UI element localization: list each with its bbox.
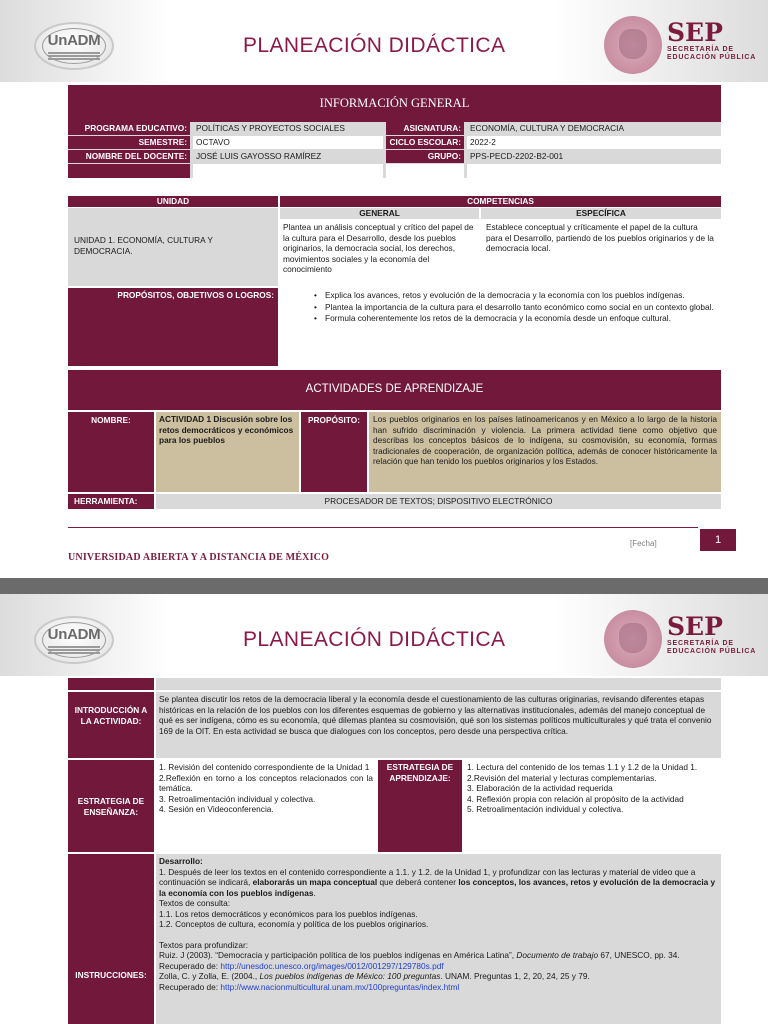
profundizar-title: Textos para profundizar: (159, 939, 249, 950)
aprendizaje-label: ESTRATEGIA DE APRENDIZAJE: (386, 762, 454, 783)
list-item: 1. Lectura del contenido de los temas 1.1 y 1.2 de la Unidad 1. (467, 762, 698, 772)
list-item: • Formula coherentemente los retos de la democracia y la economía desde un enfoque cultural. (280, 313, 721, 324)
herramienta-label-cell (68, 494, 154, 509)
propositos-label: PROPÓSITOS, OBJETIVOS O LOGROS: (117, 290, 274, 300)
consulta-item: 1.1. Los retos democráticos y económicos para los pueblos indígenas. (159, 908, 418, 919)
document-title: PLANEACIÓN DIDÁCTICA (243, 628, 506, 651)
general-header: GENERAL (280, 208, 479, 219)
aprendizaje-label-cell (378, 760, 462, 852)
desarrollo-title: Desarrollo: (159, 856, 203, 866)
list-item: 2.Reflexión en torno a los conceptos relacionados con la temática. (159, 772, 373, 793)
herramienta-value: PROCESADOR DE TEXTOS; DISPOSITIVO ELECTRÓNICO (156, 494, 721, 509)
reference-zolla-link-line: Recuperado de: http://www.nacionmulticultural.unam.mx/100preguntas/index.html (159, 981, 460, 992)
grupo-label: GRUPO: (386, 150, 464, 163)
document-title: PLANEACIÓN DIDÁCTICA (243, 34, 506, 57)
unidad-cell (68, 208, 278, 286)
sep-logo (667, 20, 756, 62)
unadm-logo-text: UnADM (47, 32, 101, 49)
desarrollo-paragraph: 1. Después de leer los textos en el contenido correspondiente a 1.1. y 1.2. de la Unidad 1, y profundizar con las lecturas y material de video que a continuación se indicará, elaborarás un mapa conceptual que deberá contener los conceptos, los avances, retos y evolución de la democracia y la economía con los pueblos indígenas. (159, 866, 716, 898)
list-item: 2.Revisión del material y lecturas complementarias. (467, 772, 657, 783)
eagle-icon (619, 623, 647, 653)
especifica-header: ESPECÍFICA (481, 208, 721, 219)
propositos-label-cell (68, 288, 278, 366)
reference-ruiz: Ruiz. J (2003). “Democracia y participación política de los pueblos indígenas en América Latina”, Documento de trabajo 67, UNESCO, pp. 34. Recuperado de: http://unesdoc.unesco.org/images/0012/001297/129780s.pdf (159, 950, 680, 971)
general-info-heading: INFORMACIÓN GENERAL (68, 85, 721, 122)
asignatura-label: ASIGNATURA: (386, 122, 464, 135)
ciclo-label: CICLO ESCOLAR: (386, 136, 464, 149)
document-page-2 (0, 594, 768, 1024)
semestre-value: OCTAVO (193, 136, 383, 149)
list-item: 4. Reflexión propia con relación al propósito de la actividad (467, 793, 684, 804)
herramienta-label: HERRAMIENTA: (74, 496, 138, 506)
logo-subtext-lines (48, 645, 100, 653)
programa-label: PROGRAMA EDUCATIVO: (68, 122, 190, 135)
unidad-name: UNIDAD 1. ECONOMÍA, CULTURA Y DEMOCRACIA. (74, 235, 213, 256)
national-seal-icon (604, 16, 662, 74)
unadm-logo (34, 616, 114, 664)
footer-date: [Fecha] (630, 539, 657, 548)
competencia-general-text: Plantea un análisis conceptual y crítico del papel de la cultura para el Desarrollo, desde los pueblos originarios, la democracia social, los derechos, movimientos sociales y la economía del conocimiento (280, 220, 479, 286)
page-header (0, 0, 768, 82)
sep-subtitle-1: SECRETARÍA DE (667, 640, 734, 647)
footer-university: UNIVERSIDAD ABIERTA Y A DISTANCIA DE MÉXICO (68, 552, 330, 563)
list-item: • Plantea la importancia de la cultura para el desarrollo tanto económico como social en un contexto global. (280, 302, 721, 313)
sep-subtitle-2: EDUCACIÓN PÚBLICA (667, 648, 757, 655)
footer-divider (68, 527, 698, 528)
instrucciones-label-cell (68, 854, 154, 1024)
logo-subtext-lines (48, 51, 100, 59)
nombre-value: ACTIVIDAD 1 Discusión sobre los retos democráticos y económicos para los pueblos (156, 412, 299, 492)
sep-subtitle-1: SECRETARÍA DE (667, 46, 734, 53)
grupo-value: PPS-PECD-2202-B2-001 (467, 150, 721, 163)
asignatura-value: ECONOMÍA, CULTURA Y DEMOCRACIA (467, 122, 721, 135)
programa-value: POLÍTICAS Y PROYECTOS SOCIALES (193, 122, 383, 135)
instrucciones-text (156, 854, 721, 1024)
unadm-logo (34, 22, 114, 70)
docente-label: NOMBRE DEL DOCENTE: (68, 150, 190, 163)
ensenanza-label: ESTRATEGIA DE ENSEÑANZA: (77, 796, 145, 817)
sep-logo (667, 614, 756, 656)
ensenanza-label-cell (68, 760, 154, 852)
unesco-link[interactable]: http://unesdoc.unesco.org/images/0012/001297/129780s.pdf (220, 960, 444, 971)
list-item: 3. Elaboración de la actividad requerida (467, 783, 613, 793)
list-item: • Explica los avances, retos y evolución de la democracia y la economía con los pueblos indígenas. (280, 290, 721, 301)
actividades-heading: ACTIVIDADES DE APRENDIZAJE (68, 370, 721, 410)
empty-label-cell (68, 164, 190, 178)
empty-label-cell (68, 678, 154, 690)
intro-label: INTRODUCCIÓN A LA ACTIVIDAD: (74, 705, 148, 726)
list-item: 1. Revisión del contenido correspondiente de la Unidad 1 (159, 762, 370, 772)
page-header (0, 594, 768, 676)
sep-subtitle-2: EDUCACIÓN PÚBLICA (667, 54, 757, 61)
propositos-list (280, 290, 721, 324)
list-item: 3. Retroalimentación individual y colectiva. (159, 793, 316, 804)
instrucciones-label: INSTRUCCIONES: (75, 970, 147, 980)
proposito-value: Los pueblos originarios en los países latinoamericanos y en México a lo largo de la historia han sufrido discriminación y violencia. La primera actividad tiene como objetivo que describas los conceptos básicos de lo indígena, su cosmovisión, su economía, formas tradicionales de cooperación, de organización política, además de conocer históricamente la relación que han tenido los pueblos originarios y los Estados. (369, 412, 721, 492)
unidad-header: UNIDAD (68, 196, 278, 207)
list-item: 5. Retroalimentación individual y colectiva. (467, 804, 624, 814)
ensenanza-list (156, 760, 376, 852)
sep-logo-text: SEP (667, 612, 723, 641)
consulta-item: 1.2. Conceptos de cultura, economía y política de los pueblos originarios. (159, 919, 429, 929)
aprendizaje-list (464, 760, 721, 852)
propositos-cell (280, 288, 721, 366)
sep-logo-text: SEP (667, 18, 723, 47)
unadm-logo-text: UnADM (47, 626, 101, 643)
empty-cell (467, 164, 721, 178)
consulta-title: Textos de consulta: (159, 898, 231, 908)
nombre-label-cell (68, 412, 154, 492)
empty-cell (193, 164, 383, 178)
eagle-icon (619, 29, 647, 59)
competencia-especifica-text: Establece conceptual y críticamente el papel de la cultura para el Desarrollo, partiendo de los pueblos originarios y de la democracia local. (481, 220, 721, 286)
competencias-header: COMPETENCIAS (280, 196, 721, 207)
empty-cell (386, 164, 464, 178)
unam-link[interactable]: http://www.nacionmulticultural.unam.mx/100preguntas/index.html (220, 981, 460, 992)
proposito-label: PROPÓSITO: (308, 415, 360, 425)
list-item: 4. Sesión en Videoconferencia. (159, 804, 274, 814)
spacer (159, 930, 718, 940)
semestre-label: SEMESTRE: (68, 136, 190, 149)
reference-zolla: Zolla, C. y Zolla, E. (2004., Los pueblos indígenas de México: 100 preguntas. UNAM. Preguntas 1, 2, 20, 24, 25 y 79. (159, 971, 590, 981)
empty-cell (156, 678, 721, 690)
intro-text: Se plantea discutir los retos de la democracia liberal y la economía desde el cuestionamiento de las culturas originarias, revisando diferentes etapas históricas en la relación de los pueblos con los diferentes esquemas de gobierno y las alternativas institucionales, además del manejo conceptual de qué es ser indígena, cómo es su economía, qué dilemas plantea su cosmovisión, qué son los sistemas políticos multiculturales y qué trata el convenio 169 de la OIT. En esta actividad se busca que dialogues con los conceptos, pero desde una perspectiva crítica. (156, 692, 721, 758)
page-number: 1 (700, 529, 736, 551)
ciclo-value: 2022-2 (467, 136, 721, 149)
national-seal-icon (604, 610, 662, 668)
general-info-table (68, 122, 721, 178)
intro-label-cell (68, 692, 154, 758)
docente-value: JOSÉ LUIS GAYOSSO RAMÍREZ (193, 150, 383, 163)
nombre-label: NOMBRE: (91, 415, 131, 425)
proposito-label-cell (301, 412, 367, 492)
